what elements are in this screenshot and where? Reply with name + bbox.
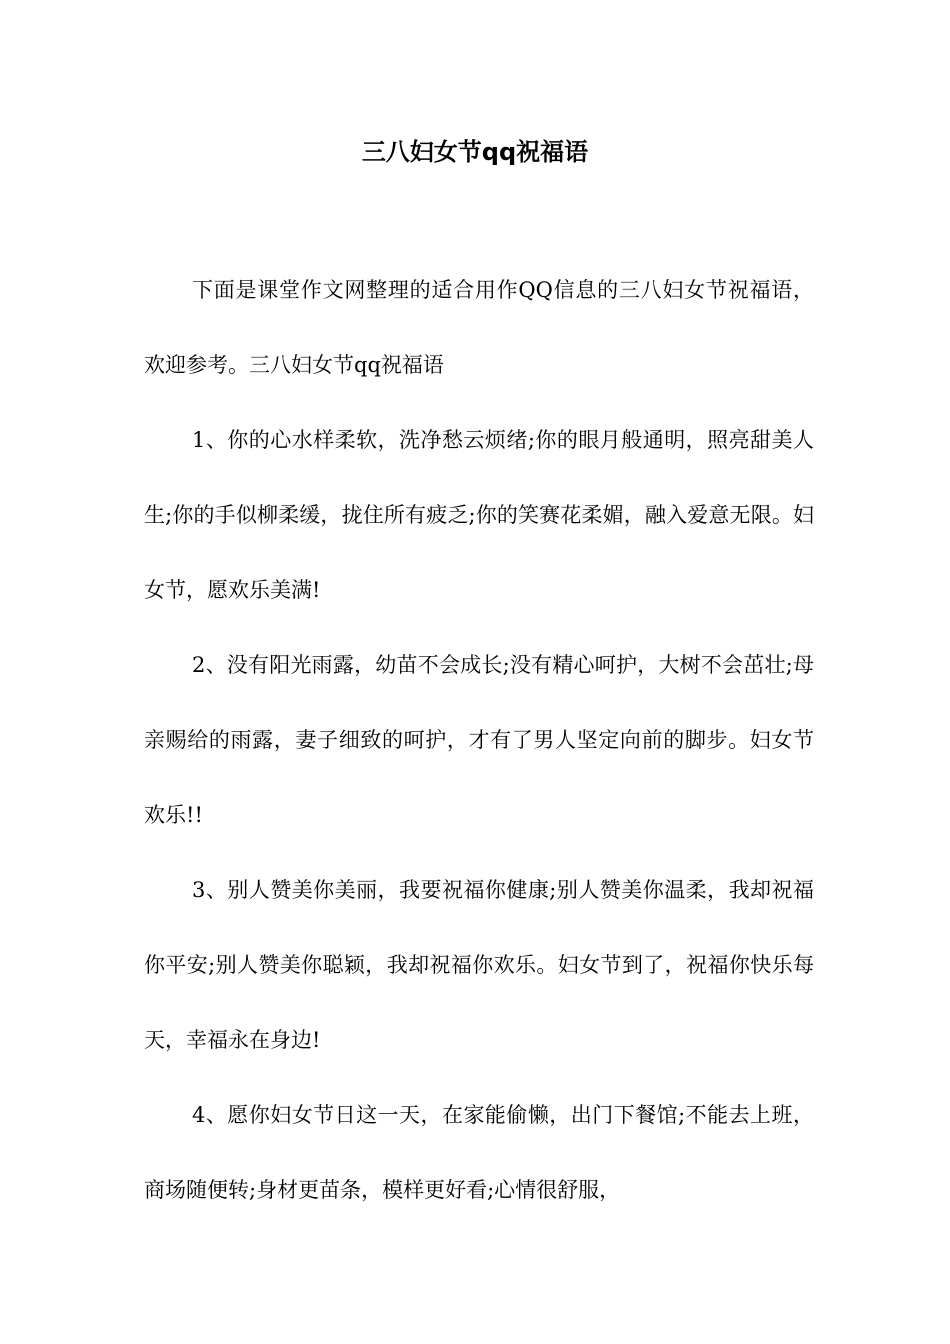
paragraph-intro: 下面是课堂作文网整理的适合用作QQ信息的三八妇女节祝福语，欢迎参考。三八妇女节qq祝福语 bbox=[144, 278, 814, 377]
paragraph-3: 3、别人赞美你美丽，我要祝福你健康;别人赞美你温柔，我却祝福你平安;别人赞美你聪颖，我却祝福你欢乐。妇女节到了，祝福你快乐每天，幸福永在身边! bbox=[144, 878, 814, 1052]
document-title: 三八妇女节qq祝福语 bbox=[361, 138, 589, 166]
paragraph-4: 4、愿你妇女节日这一天，在家能偷懒，出门下餐馆;不能去上班，商场随便转;身材更苗条，模样更好看;心情很舒服， bbox=[144, 1103, 814, 1202]
paragraph-1: 1、你的心水样柔软，洗净愁云烦绪;你的眼月般通明，照亮甜美人生;你的手似柳柔缓，拢住所有疲乏;你的笑赛花柔媚，融入爱意无限。妇女节，愿欢乐美满! bbox=[144, 428, 814, 602]
paragraph-2: 2、没有阳光雨露，幼苗不会成长;没有精心呵护，大树不会茁壮;母亲赐给的雨露，妻子细致的呵护，才有了男人坚定向前的脚步。妇女节欢乐!! bbox=[144, 653, 814, 827]
document-body bbox=[144, 253, 814, 1228]
